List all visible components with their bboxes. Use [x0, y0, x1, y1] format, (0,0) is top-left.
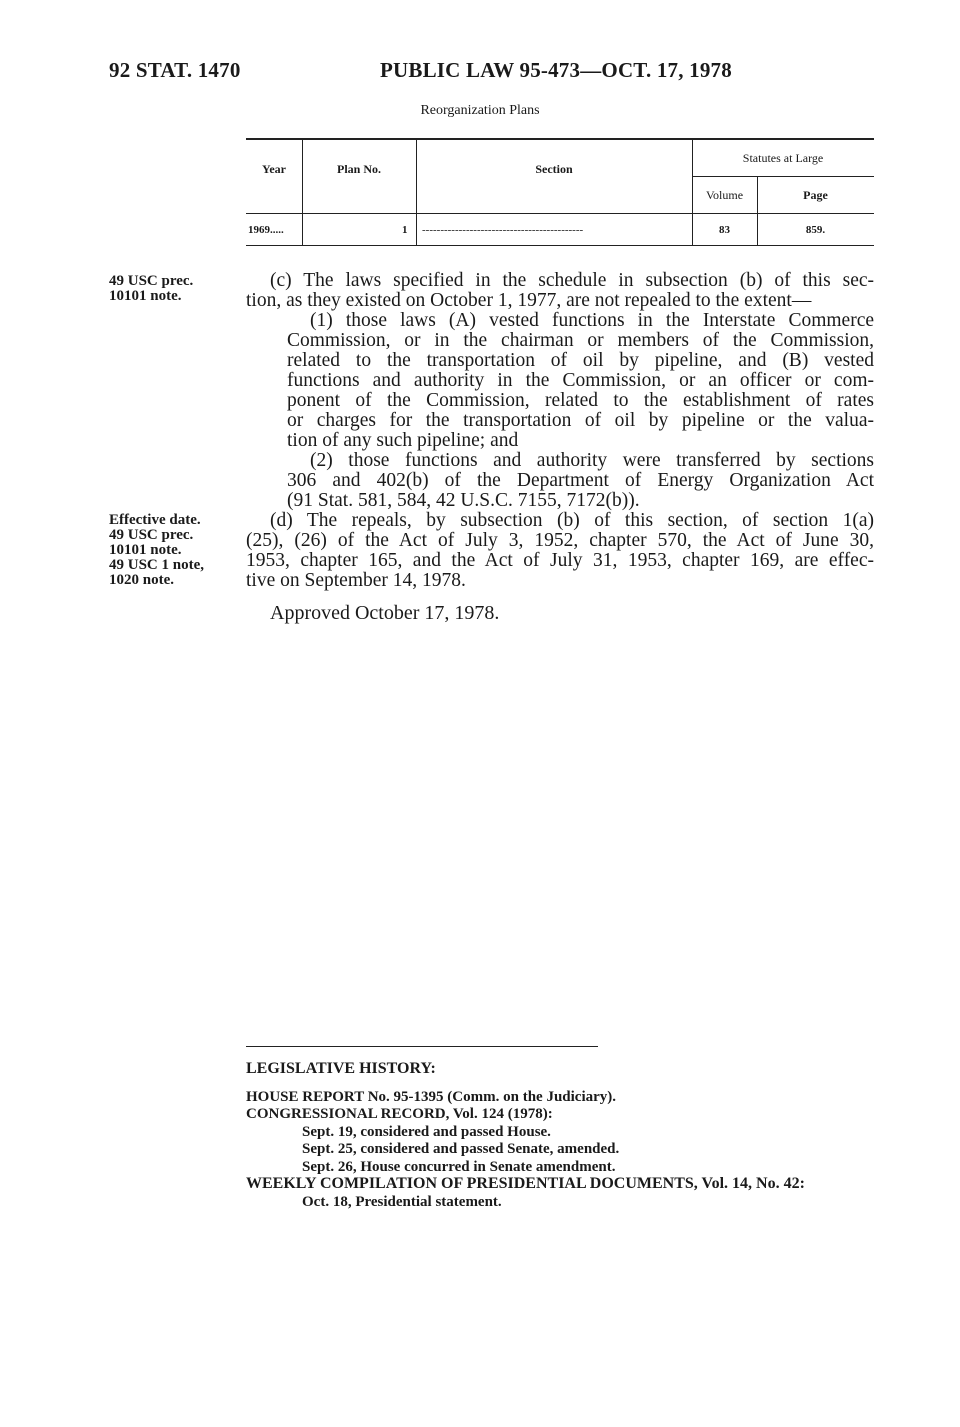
paragraph-2-line: (2) those functions and authority were transferred by sections — [310, 450, 874, 471]
page-header-title: PUBLIC LAW 95-473—OCT. 17, 1978 — [380, 58, 732, 82]
margin-note-line: 49 USC prec. — [109, 527, 194, 543]
margin-note-line: 49 USC prec. — [109, 273, 194, 289]
table-header-rule — [246, 213, 874, 214]
reorganization-plans-table — [246, 138, 874, 246]
margin-note-line: 10101 note. — [109, 288, 182, 304]
subsection-d-line: tive on September 14, 1978. — [246, 570, 466, 591]
page-header-left: 92 STAT. 1470 — [109, 58, 241, 82]
margin-note-line: 10101 note. — [109, 542, 182, 558]
legislative-history-rule — [246, 1046, 598, 1047]
statutes-subheader-rule — [692, 176, 874, 177]
header-page: Page — [803, 188, 828, 202]
margin-note-line: 49 USC 1 note, — [109, 557, 205, 573]
paragraph-1-line: related to the transportation of oil by pipeline, and (B) vested — [287, 350, 874, 371]
margin-note-line: 1020 note. — [109, 572, 174, 588]
paragraph-1-line: tion of any such pipeline; and — [287, 430, 519, 451]
subsection-d-line: (d) The repeals, by subsection (b) of this section, of section 1(a) — [270, 510, 874, 531]
margin-note-line: Effective date. — [109, 512, 201, 528]
cell-year: 1969..... — [248, 224, 284, 236]
legislative-history-line: CONGRESSIONAL RECORD, Vol. 124 (1978): — [246, 1106, 553, 1122]
table-caption: Reorganization Plans — [420, 103, 540, 118]
legislative-history-line: Sept. 26, House concurred in Senate amendment. — [302, 1159, 616, 1175]
header-plan-no: Plan No. — [336, 162, 381, 176]
cell-page: 859. — [805, 224, 826, 236]
approval-date: Approved October 17, 1978. — [270, 602, 500, 624]
header-statutes-at-large: Statutes at Large — [742, 151, 824, 165]
header-year: Year — [262, 162, 286, 176]
cell-section: -------------------------------------------- — [422, 224, 584, 236]
paragraph-2-line: (91 Stat. 581, 584, 42 U.S.C. 7155, 7172(b)). — [287, 490, 640, 511]
legislative-history-line: WEEKLY COMPILATION OF PRESIDENTIAL DOCUMENTS, Vol. 14, No. 42: — [246, 1175, 805, 1192]
column-divider — [416, 138, 417, 246]
margin-note-effective-date — [109, 513, 204, 588]
header-section: Section — [535, 162, 573, 176]
legislative-history-line: Oct. 18, Presidential statement. — [302, 1194, 502, 1210]
paragraph-1-line: Commission, or in the chairman or members of the Commission, — [287, 330, 874, 351]
subsection-c-line: tion, as they existed on October 1, 1977, are not repealed to the extent— — [246, 290, 812, 311]
legislative-history-title: LEGISLATIVE HISTORY: — [246, 1060, 436, 1077]
cell-plan-no: 1 — [402, 224, 408, 236]
subsection-c-line: (c) The laws specified in the schedule in subsection (b) of this sec- — [270, 270, 874, 291]
legislative-history-line: HOUSE REPORT No. 95-1395 (Comm. on the Judiciary). — [246, 1089, 617, 1105]
column-divider — [302, 138, 303, 246]
paragraph-2-line: 306 and 402(b) of the Department of Energy Organization Act — [287, 470, 874, 491]
table-bottom-rule — [246, 245, 874, 246]
legislative-history-line: Sept. 25, considered and passed Senate, amended. — [302, 1141, 620, 1157]
margin-note-usc-reference — [109, 274, 193, 304]
header-volume: Volume — [705, 188, 744, 202]
paragraph-1-line: (1) those laws (A) vested functions in the Interstate Commerce — [310, 310, 874, 331]
paragraph-1-line: or charges for the transportation of oil by pipeline or the valua- — [287, 410, 874, 431]
paragraph-1-line: ponent of the Commission, related to the establishment of rates — [287, 390, 874, 411]
subsection-d-line: 1953, chapter 165, and the Act of July 31, 1953, chapter 169, are effec- — [246, 550, 874, 571]
subsection-d-line: (25), (26) of the Act of July 3, 1952, chapter 570, the Act of June 30, — [246, 530, 874, 551]
legislative-history-line: Sept. 19, considered and passed House. — [302, 1124, 551, 1140]
paragraph-1-line: functions and authority in the Commission, or an officer or com- — [287, 370, 874, 391]
cell-volume: 83 — [719, 224, 730, 236]
table-top-rule — [246, 138, 874, 140]
